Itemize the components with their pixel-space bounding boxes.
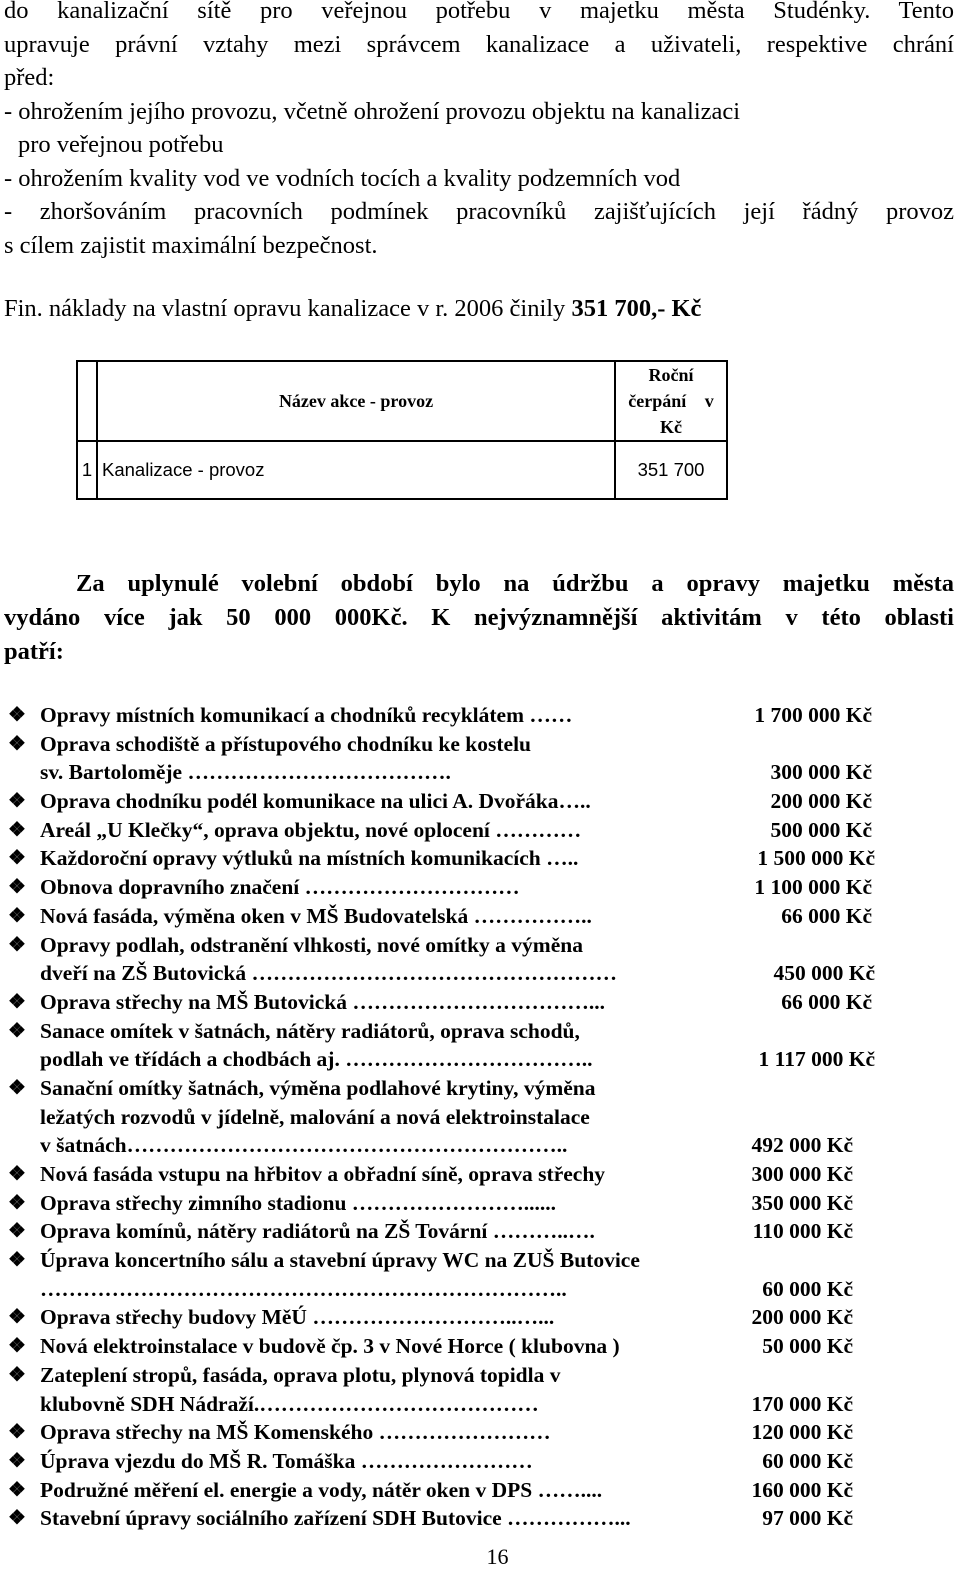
table-row — [77, 441, 727, 499]
intro-line: pro veřejnou potřebu — [18, 131, 224, 158]
list-item — [0, 1189, 960, 1218]
list-item-text: Sanace omítek v šatnách, nátěry radiátorů, oprava schodů, — [40, 1018, 580, 1043]
list-item — [0, 1217, 960, 1246]
list-item-line — [0, 1017, 960, 1046]
list-item-line — [0, 1160, 960, 1189]
diamond-bullet-icon: ❖ — [8, 1019, 26, 1042]
list-item-line — [0, 730, 960, 759]
diamond-bullet-icon: ❖ — [8, 1191, 26, 1214]
intro-line: do kanalizační sítě pro veřejnou potřebu v majetku města Studénky. Tento — [4, 0, 954, 24]
list-item-amount: 1 117 000 Kč — [758, 1047, 875, 1072]
list-item — [0, 1160, 960, 1189]
header-amount-line: čerpání v — [628, 391, 714, 411]
list-item-amount: 110 000 Kč — [752, 1219, 853, 1244]
table-header-row — [77, 361, 727, 441]
list-item-text: v šatnách…………………………………………………….. — [40, 1133, 568, 1158]
list-item — [0, 873, 960, 902]
list-item-line — [0, 1361, 960, 1390]
list-item-line — [0, 816, 960, 845]
header-amount-cell — [615, 361, 727, 441]
list-item-text: Nová fasáda, výměna oken v MŠ Budovatelská …………….. — [40, 903, 592, 928]
list-item-amount: 500 000 Kč — [770, 817, 872, 842]
list-item-text: Areál „U Klečky“, oprava objektu, nové oplocení ………… — [40, 817, 582, 842]
list-item-amount: 492 000 Kč — [751, 1133, 853, 1158]
list-item-amount: 300 000 Kč — [751, 1162, 853, 1186]
list-item — [0, 1332, 960, 1361]
diamond-bullet-icon: ❖ — [8, 904, 26, 927]
diamond-bullet-icon: ❖ — [8, 818, 26, 841]
list-item-amount: 66 000 Kč — [781, 989, 872, 1014]
list-item-amount: 97 000 Kč — [762, 1506, 853, 1531]
list-item-line — [0, 1045, 960, 1074]
header-amount-line: Kč — [660, 417, 682, 437]
header-name-cell: Název akce - provoz — [97, 361, 615, 441]
list-item-text: sv. Bartoloměje ………………………………. — [40, 760, 451, 785]
diamond-bullet-icon: ❖ — [8, 876, 26, 899]
intro-paragraph — [4, 0, 954, 262]
list-item-amount: 120 000 Kč — [751, 1420, 853, 1445]
header-amount-line: Roční — [648, 365, 694, 385]
list-item-line — [0, 902, 960, 931]
list-item-text: Každoroční opravy výtluků na místních komunikacích ….. — [40, 846, 579, 871]
intro-line: před: — [4, 64, 55, 91]
list-item-text: Podružné měření el. energie a vody, nátěr oken v DPS …….... — [40, 1477, 603, 1502]
row-num-cell: 1 — [77, 441, 97, 499]
list-item-amount: 350 000 Kč — [751, 1190, 853, 1215]
list-item — [0, 988, 960, 1017]
diamond-bullet-icon: ❖ — [8, 990, 26, 1013]
list-item-text: Obnova dopravního značení ………………………… — [40, 875, 520, 900]
list-item-amount: 160 000 Kč — [751, 1477, 853, 1502]
list-item-text: podlah ve třídách a chodbách aj. …………………………….. — [40, 1047, 593, 1072]
diamond-bullet-icon: ❖ — [8, 1478, 26, 1501]
list-item-text: ležatých rozvodů v jídelně, malování a nová elektroinstalace — [40, 1104, 590, 1129]
intro-line: s cílem zajistit maximální bezpečnost. — [4, 231, 378, 259]
list-item-text: Úprava koncertního sálu a stavební úpravy WC na ZUŠ Butovice — [40, 1248, 640, 1273]
intro-line: - ohrožením kvality vod ve vodních tocích a kvality podzemních vod — [4, 164, 681, 192]
diamond-bullet-icon: ❖ — [8, 1076, 26, 1099]
diamond-bullet-icon: ❖ — [8, 704, 26, 726]
list-item — [0, 1418, 960, 1447]
list-item-text: Nová fasáda vstupu na hřbitov a obřadní síně, oprava střechy — [40, 1162, 606, 1186]
list-item-line — [0, 1074, 960, 1103]
list-item-amount: 200 000 Kč — [770, 789, 872, 814]
diamond-bullet-icon: ❖ — [8, 1421, 26, 1444]
finance-line — [4, 295, 701, 323]
list-item-line — [0, 931, 960, 960]
list-item-text: Opravy podlah, odstranění vlhkosti, nové omítky a výměna — [40, 932, 583, 957]
list-item-amount: 66 000 Kč — [781, 903, 872, 928]
finance-amount: 351 700,- Kč — [571, 295, 702, 322]
diamond-bullet-icon: ❖ — [8, 1163, 26, 1185]
list-item — [0, 1476, 960, 1505]
diamond-bullet-icon: ❖ — [8, 933, 26, 956]
list-item-amount: 1 500 000 Kč — [757, 846, 875, 871]
list-item-text: Oprava střechy na MŠ Komenského …………………… — [40, 1420, 551, 1445]
list-item-line — [0, 1476, 960, 1505]
list-item-line — [0, 1103, 960, 1132]
diamond-bullet-icon: ❖ — [8, 1306, 26, 1329]
summary-line: patří: — [4, 638, 64, 665]
list-item-text: Oprava schodiště a přístupového chodníku ke kostelu — [40, 731, 532, 756]
list-item-text: Úprava vjezdu do MŠ R. Tomáška …………………… — [40, 1448, 533, 1473]
list-item-line — [0, 1390, 960, 1419]
list-item-text: Opravy místních komunikací a chodníků recyklátem …… — [40, 703, 573, 727]
list-item-text: Zateplení stropů, fasáda, oprava plotu, plynová topidla v — [40, 1362, 561, 1387]
list-item-line — [0, 1131, 960, 1160]
list-item-text: ……………………………………………………………….. — [40, 1276, 567, 1301]
intro-line: - ohrožením jejího provozu, včetně ohrožení provozu objektu na kanalizaci — [4, 97, 741, 125]
diamond-bullet-icon: ❖ — [8, 732, 26, 755]
summary-line: vydáno více jak 50 000 000Kč. K nejvýznamnější aktivitám v této oblasti — [4, 604, 954, 631]
list-item — [0, 1074, 960, 1160]
intro-line: - zhoršováním pracovních podmínek pracovníků zajišťujících její řádný provoz — [4, 198, 954, 225]
diamond-bullet-icon: ❖ — [8, 1449, 26, 1472]
list-item-text: Oprava chodníku podél komunikace na ulici A. Dvořáka….. — [40, 789, 591, 814]
list-item — [0, 844, 960, 873]
list-item-amount: 450 000 Kč — [773, 961, 875, 986]
intro-line: upravuje právní vztahy mezi správcem kanalizace a uživateli, respektive chrání — [4, 30, 954, 58]
list-item — [0, 931, 960, 988]
list-item — [0, 1303, 960, 1332]
list-item-amount: 1 700 000 Kč — [754, 703, 872, 727]
list-item-amount: 50 000 Kč — [762, 1334, 853, 1359]
diamond-bullet-icon: ❖ — [8, 847, 26, 870]
list-item-line — [0, 1303, 960, 1332]
list-item-text: klubovně SDH Nádraží.………………………………… — [40, 1391, 539, 1416]
list-item — [0, 787, 960, 816]
list-item — [0, 816, 960, 845]
list-item-line — [0, 844, 960, 873]
list-item-line — [0, 1332, 960, 1361]
list-item-line — [0, 1504, 960, 1533]
list-item-line — [0, 787, 960, 816]
list-item-line — [0, 873, 960, 902]
list-item — [0, 730, 960, 787]
list-item — [0, 1447, 960, 1476]
list-item-amount: 200 000 Kč — [751, 1305, 853, 1330]
list-item-amount: 60 000 Kč — [762, 1448, 853, 1473]
diamond-bullet-icon: ❖ — [8, 1363, 26, 1386]
diamond-bullet-icon: ❖ — [8, 1507, 26, 1530]
summary-line: Za uplynulé volební období bylo na údržbu a opravy majetku města — [76, 570, 954, 597]
list-item — [0, 902, 960, 931]
list-item — [0, 1504, 960, 1533]
list-item-text: Oprava střechy zimního stadionu ……………………...... — [40, 1190, 557, 1215]
list-item-line — [0, 1418, 960, 1447]
list-item — [0, 1017, 960, 1074]
cost-table — [76, 360, 728, 500]
list-item-text: Nová elektroinstalace v budově čp. 3 v Nové Horce ( klubovna ) — [40, 1334, 620, 1359]
diamond-bullet-icon: ❖ — [8, 1220, 26, 1243]
list-item-line — [0, 758, 960, 787]
list-item-amount: 300 000 Kč — [770, 760, 872, 785]
diamond-bullet-icon: ❖ — [8, 790, 26, 813]
list-item-line — [0, 959, 960, 988]
page-number: 16 — [486, 1544, 509, 1569]
list-item-line — [0, 1447, 960, 1476]
list-item-amount: 1 100 000 Kč — [754, 875, 872, 900]
diamond-bullet-icon: ❖ — [8, 1249, 26, 1272]
finance-text: Fin. náklady na vlastní opravu kanalizace v r. 2006 činily — [4, 295, 566, 322]
list-item-line — [0, 1217, 960, 1246]
list-item-text: Oprava střechy budovy MěÚ ………………………..…... — [40, 1305, 555, 1330]
list-item-text: dveří na ZŠ Butovická …………………………………………… — [40, 961, 617, 986]
list-item-text: Oprava střechy na MŠ Butovická ……………………………... — [40, 989, 605, 1014]
list-item — [0, 701, 960, 730]
list-item-text: Sanační omítky šatnách, výměna podlahové krytiny, výměna — [40, 1075, 596, 1100]
works-list — [0, 701, 960, 1533]
list-item-line — [0, 1275, 960, 1304]
summary-paragraph — [4, 567, 954, 669]
list-item-text: Stavební úpravy sociálního zařízení SDH Butovice ……………... — [40, 1506, 631, 1531]
header-num-cell — [77, 361, 97, 441]
list-item — [0, 1246, 960, 1303]
row-amount-cell: 351 700 — [615, 441, 727, 499]
list-item-line — [0, 1246, 960, 1275]
list-item-line — [0, 988, 960, 1017]
list-item-text: Oprava komínů, nátěry radiátorů na ZŠ Tovární ………..…. — [40, 1219, 595, 1244]
list-item-line — [0, 701, 960, 730]
list-item-amount: 170 000 Kč — [751, 1391, 853, 1416]
row-name-cell: Kanalizace - provoz — [97, 441, 615, 499]
list-item — [0, 1361, 960, 1418]
diamond-bullet-icon: ❖ — [8, 1335, 26, 1358]
list-item-amount: 60 000 Kč — [762, 1276, 853, 1301]
list-item-line — [0, 1189, 960, 1218]
